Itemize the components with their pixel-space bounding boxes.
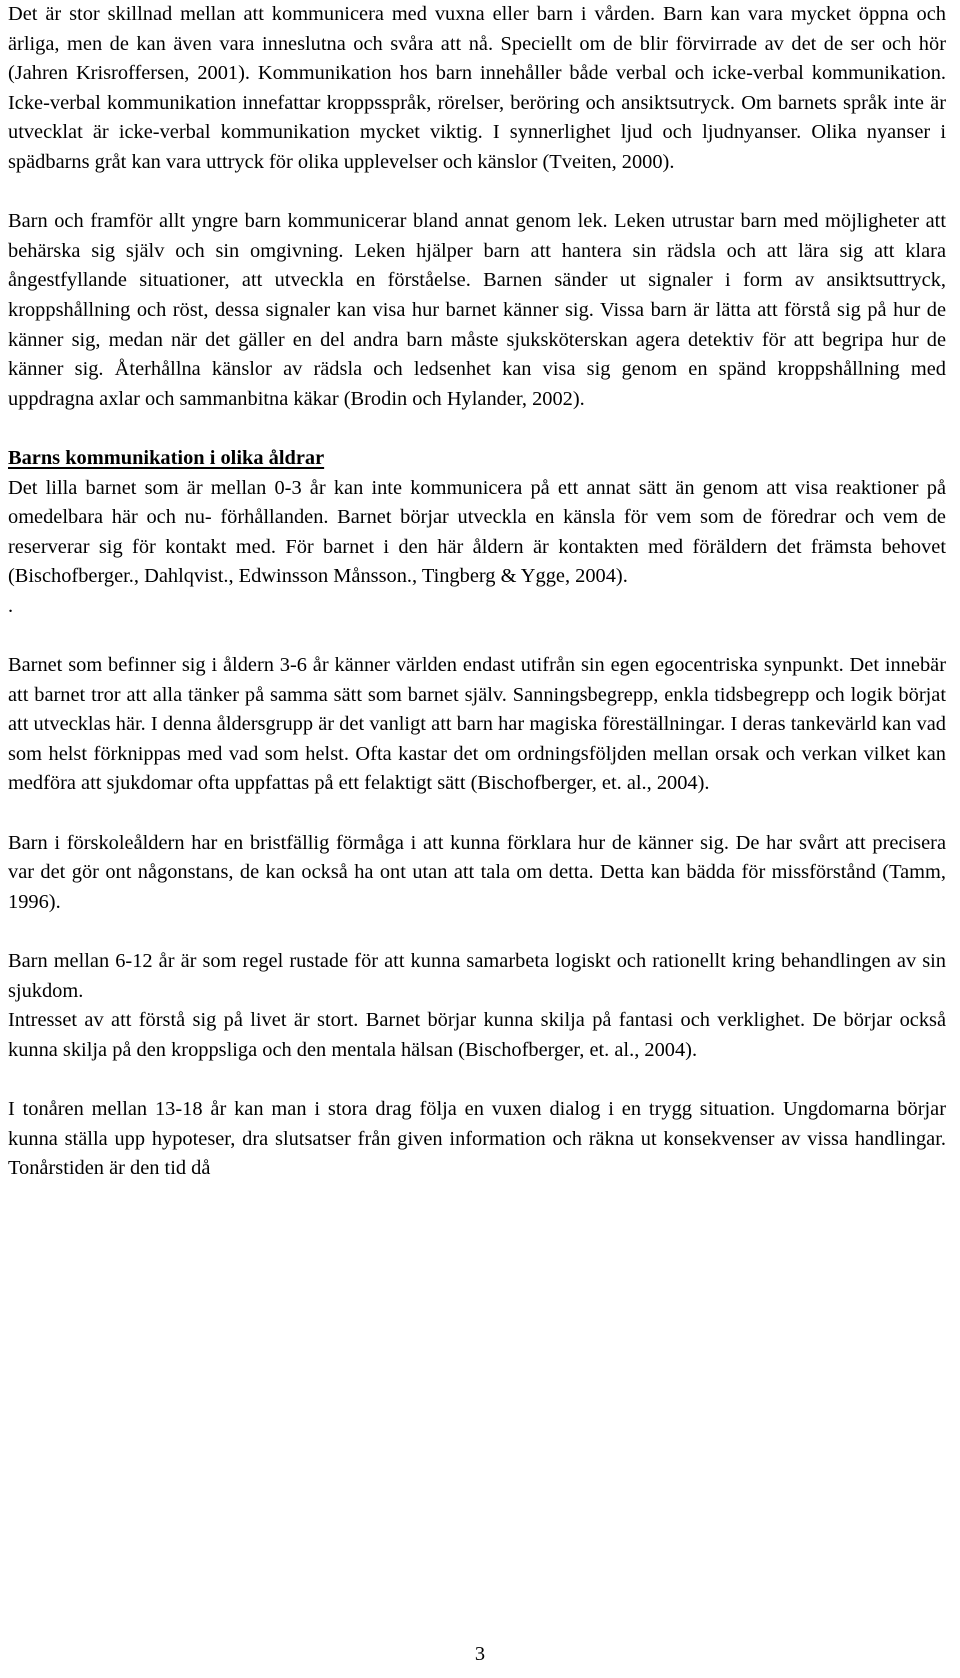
paragraph-teen-age: I tonåren mellan 13-18 år kan man i stora drag följa en vuxen dialog i en trygg situation. Ungdomarna börjar kunna ställa upp hypoteser, dra slutsatser från given information och räkna ut konsekvenser av vissa handlingar. Tonårstiden är den tid då (8, 1097, 946, 1180)
paragraph-gap (8, 1065, 946, 1095)
paragraph-gap (8, 799, 946, 829)
paragraph-preschool-age: Barn i förskoleåldern har en bristfällig förmåga i att kunna förklara hur de känner sig. De har svårt att precisera var det gör ont någonstans, de kan också ha ont utan att tala om detta. Detta kan bädda för missförstånd (Tamm, 1996). (8, 831, 946, 913)
paragraph-gap (8, 414, 946, 444)
paragraph-age-6-12: Barn mellan 6-12 år är som regel rustade för att kunna samarbeta logiskt och rationellt kring behandlingen av sin sjukdom. (8, 950, 946, 1002)
paragraph-interest-in-life: Intresset av att förstå sig på livet är stort. Barnet börjar kunna skilja på fantasi och verklighet. De börjar också kunna skilja på den kroppsliga och den mentala hälsan (Bischofberger, et. al., 2004). (8, 1009, 946, 1061)
paragraph-play-communication: Barn och framför allt yngre barn kommunicerar bland annat genom lek. Leken utrustar barn med möjligheter att behärska sig själv och sin omgivning. Leken hjälper barn att hantera sin rädsla och att lära sig att klara ångestfyllande situationer, att utveckla en förståelse. Barnen sänder ut signaler i form av ansiktsuttryck, kroppshållning och röst, dessa signaler kan visa hur barnet känner sig. Vissa barn är lätta att förstå sig på hur de känner sig, medan när det gäller en del andra barn måste sjuksköterskan agera detektiv för att begripa hur de känner sig. Återhållna känslor av rädsla och ledsenhet kan visa sig genom en spänd kroppshållning med uppdragna axlar och sammanbitna käkar (Brodin och Hylander, 2002). (8, 210, 946, 410)
page-number: 3 (474, 1643, 486, 1665)
paragraph-gap (8, 621, 946, 651)
paragraph-gap (8, 178, 946, 208)
paragraph-stray-period: . (8, 594, 14, 617)
paragraph-gap (8, 917, 946, 947)
paragraph-age-0-3: Det lilla barnet som är mellan 0-3 år kan inte kommunicera på ett annat sätt än genom att visa reaktioner på omedelbara här och nu- förhållanden. Barnet börjar utveckla en känsla för vem som de föredrar och vem de reserverar sig för kontakt med. För barnet i den här åldern är kontakten med föräldern det främsta behovet (Bischofberger., Dahlqvist., Edwinsson Månsson., Tingberg & Ygge, 2004). (8, 476, 946, 588)
paragraph-age-3-6: Barnet som befinner sig i åldern 3-6 år känner världen endast utifrån sin egen egocentriska synpunkt. Det innebär att barnet tror att alla tänker på samma sätt som barnet själv. Sanningsbegrepp, enkla tidsbegrepp och logik börjat att utvecklas här. I denna åldersgrupp är det vanligt att barn har magiska föreställningar. I deras tankevärld kan vad som helst förknippas med vad som helst. Ofta kastar det om ordningsföljden mellan orsak och verkan vilket kan medföra att sjukdomar ofta uppfattas på ett felaktigt sätt (Bischofberger, et. al., 2004). (8, 654, 946, 795)
paragraph-communication-children: Det är stor skillnad mellan att kommunicera med vuxna eller barn i vården. Barn kan vara mycket öppna och ärliga, men de kan även vara inneslutna och svåra att nå. Speciellt om de blir förvirrade av det de ser och hör (Jahren Krisroffersen, 2001). Kommunikation hos barn innehåller både verbal och icke-verbal kommunikation. Icke-verbal kommunikation innefattar kroppsspråk, rörelser, beröring och ansiktsutryck. Om barnets språk inte är utvecklat är icke-verbal kommunikation mycket viktig. I synnerlighet ljud och ljudnyanser. Olika nyanser i spädbarns gråt kan vara uttryck för olika upplevelser och känslor (Tveiten, 2000). (8, 3, 946, 173)
section-heading: Barns kommunikation i olika åldrar (8, 446, 325, 469)
